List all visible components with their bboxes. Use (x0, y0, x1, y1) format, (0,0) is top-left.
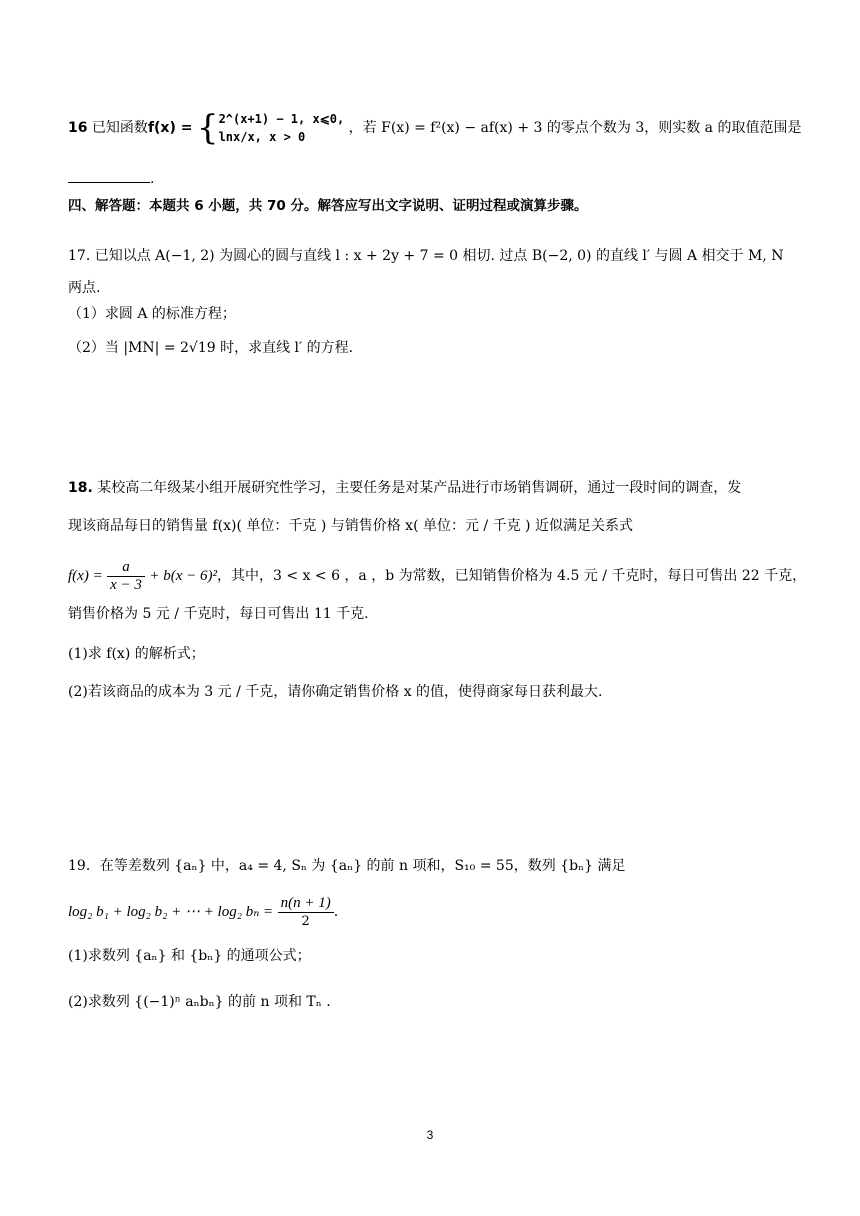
q17-line-1: 17. 已知以点 A(−1, 2) 为圆心的圆与直线 l : x + 2y + 7 = 0 相切. 过点 B(−2, 0) 的直线 l′ 与圆 A 相交于 M, N (68, 248, 784, 264)
q18-f-rest: + b(x − 6)² (149, 568, 218, 584)
q17-part-1: （1）求圆 A 的标准方程； (68, 306, 236, 322)
piecewise-cases (219, 110, 345, 146)
q18-part-1: (1)求 f(x) 的解析式； (68, 646, 205, 662)
q18-frac-num: a (107, 559, 145, 577)
q16-piece-1: 2^(x+1) − 1, x⩽0, (218, 112, 345, 126)
page-number: 3 (426, 1128, 434, 1142)
q17-part-2: （2）当 |MN| = 2√19 时，求直线 l′ 的方程. (68, 340, 354, 356)
q17-line-2: 两点. (68, 280, 101, 296)
q19-log-lhs: log₂ b₁ + log₂ b₂ + ⋯ + log₂ bₙ = (68, 904, 274, 920)
q18-line-2: 现该商品每日的销售量 f(x)( 单位：千克 ) 与销售价格 x( 单位：元 / 千克 ) 近似满足关系式 (68, 518, 633, 534)
q18-formula-line (68, 556, 806, 596)
q19-line-1: 19．在等差数列 {aₙ} 中，a₄ = 4, Sₙ 为 {aₙ} 的前 n 项和，S₁₀ = 55，数列 {bₙ} 满足 (68, 858, 626, 874)
q16-fx: f(x) = (147, 120, 193, 136)
q19-log-line (68, 892, 338, 932)
q18-part-2: (2)若该商品的成本为 3 元 / 千克，请你确定销售价格 x 的值，使得商家每日获利最大. (68, 684, 603, 700)
q16-number: 16 (68, 120, 88, 136)
q18-line-4: 销售价格为 5 元 / 千克时，每日可售出 11 千克. (68, 606, 369, 622)
section-4-header: 四、解答题：本题共 6 小题，共 70 分。解答应写出文字说明、证明过程或演算步骤。 (68, 198, 588, 214)
q18-line-3: ，其中，3 < x < 6 ，a ，b 为常数，已知销售价格为 4.5 元 / 千克时，每日可售出 22 千克， (217, 568, 807, 584)
answer-blank (68, 168, 150, 183)
q18-line-1-text: 某校高二年级某小组开展研究性学习，主要任务是对某产品进行市场销售调研，通过一段时间的调查，发 (97, 480, 742, 496)
q19-frac-num: n(n + 1) (278, 895, 334, 913)
q16-text: ，若 F(x) = f²(x) − af(x) + 3 的零点个数为 3，则实数 a 的取值范围是 (348, 120, 802, 136)
q18-f-lhs: f(x) = (68, 568, 103, 584)
q16-end: . (150, 171, 155, 187)
q18-fraction (107, 559, 145, 594)
q18-frac-den: x − 3 (110, 576, 142, 593)
q19-fraction (278, 895, 334, 930)
q16-prefix: 已知函数 (91, 119, 148, 135)
q19-part-2: (2)求数列 {(−1)ⁿ aₙbₙ} 的前 n 项和 Tₙ . (68, 994, 331, 1010)
q19-part-1: (1)求数列 {aₙ} 和 {bₙ} 的通项公式； (68, 948, 311, 964)
q19-frac-den: 2 (301, 913, 310, 929)
q16-answer-line (68, 168, 154, 189)
piecewise-brace: { (196, 108, 219, 148)
q16-piece-2: lnx/x, x > 0 (218, 130, 306, 144)
q19-log-end: . (333, 904, 339, 920)
q18-line-1 (68, 478, 741, 498)
question-16 (68, 110, 801, 146)
q18-number: 18. (68, 480, 93, 496)
